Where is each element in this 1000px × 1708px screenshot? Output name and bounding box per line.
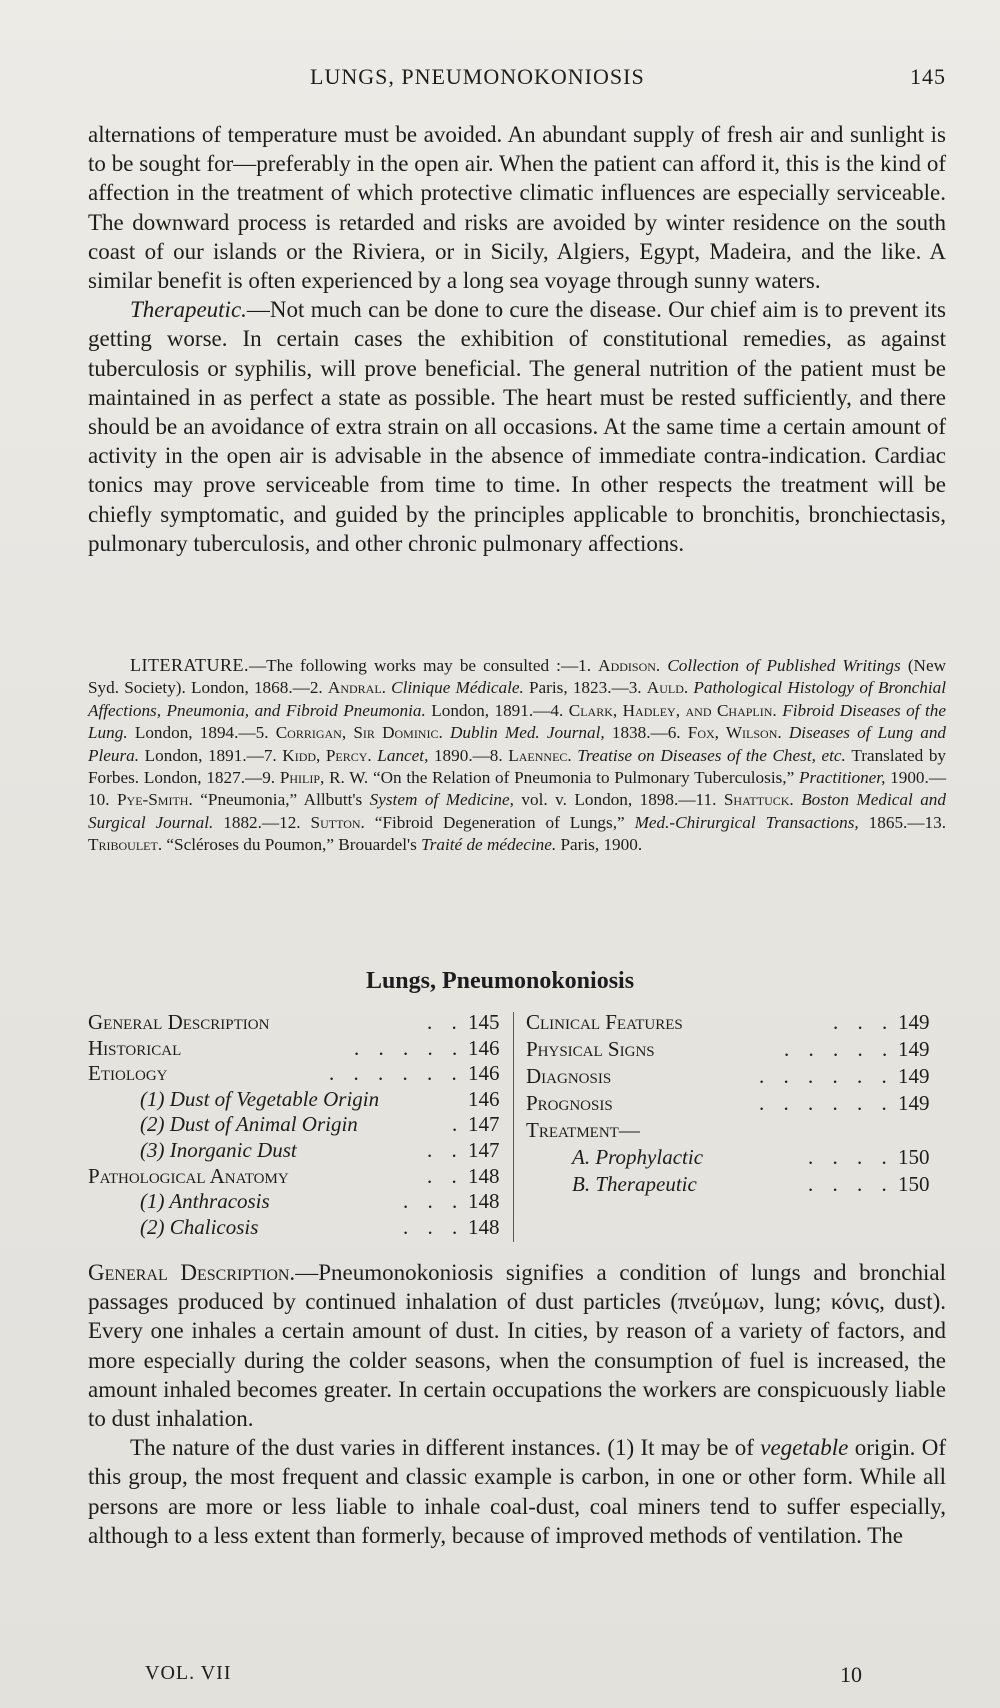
literature-entry-text: Translated by Forbes. London, 1827.—	[88, 745, 947, 788]
literature-entry-number: 4.	[550, 700, 569, 720]
toc-entry-page: 149	[898, 1010, 930, 1034]
toc-entry-leader: . .	[427, 1137, 464, 1162]
literature-entry-number: 7.	[263, 745, 283, 765]
toc-entry-page: 147	[468, 1112, 500, 1137]
literature-entry-author: Philip, R. W.	[279, 768, 373, 788]
toc-entry	[88, 1215, 508, 1241]
toc-entry-leader: . . . . . .	[759, 1064, 894, 1088]
therapeutic-text: —Not much can be done to cure the disease. Our chief aim is to prevent its getting worse. In certain cases the exhibition of constitutional remedies, as against tuberculosis or syphilis, will prove beneficial. The general nutrition of the patient must be maintained in as perfect a state as possible. The heart must be rested sufficiently, and there should be an avoidance of extra strain on all occasions. At the same time a certain amount of activity in the open air is advisable in the absence of immediate contra-indication. Cardiac tonics may prove serviceable from time to time. In other respects the treatment will be chiefly symptomatic, and guided by the principles applicable to bronchitis, bronchiectasis, pulmonary tuberculosis, and other chronic pulmonary affections.	[88, 297, 946, 556]
page-number: 145	[910, 64, 946, 89]
literature-entries	[88, 656, 946, 854]
toc-entry-leader: . . . .	[808, 1145, 894, 1169]
literature-entry-author: Pye-Smith.	[116, 790, 201, 810]
literature-entry-author: Auld.	[646, 678, 694, 698]
section-title: Lungs, Pneumonokoniosis	[365, 968, 635, 994]
literature-entry	[264, 746, 490, 765]
toc-entry-label: Prognosis	[526, 1091, 613, 1115]
literature-entry	[370, 790, 696, 809]
paragraph-general-description	[88, 1258, 946, 1433]
toc-entry	[88, 1112, 508, 1138]
toc-entry	[526, 1145, 946, 1172]
literature-entry-author: Addison.	[598, 656, 668, 675]
toc-entry-page: 149	[898, 1037, 930, 1061]
literature-entry-title: Clinique Médicale.	[391, 678, 529, 698]
paragraph-therapeutic	[88, 295, 946, 558]
dust-nature-text-2: origin. Of this group, the most frequent and classic example is carbon, in one or other form. While all persons are more or less liable to inhale coal-dust, coal miners tend to suffer especially, although to a less extent than formerly, because of improved methods of ventilation. The	[88, 1435, 946, 1548]
signature-mark: 10	[840, 1662, 862, 1687]
literature-block	[88, 654, 946, 857]
toc-divider	[513, 1012, 514, 1242]
bottom-text-block	[88, 1258, 946, 1550]
literature-entry-number: 2.	[309, 678, 328, 698]
literature-entry-text: “Pneumonia,” Allbutt's	[200, 790, 370, 810]
literature-entry-text: 1865.—	[868, 812, 925, 832]
toc-entry-page: 150	[898, 1172, 930, 1196]
literature-entry-number: 3.	[628, 678, 647, 698]
paragraph-dust-nature	[88, 1433, 946, 1550]
toc-entry-label: A. Prophylactic	[572, 1145, 704, 1169]
toc-entry-page: 150	[898, 1145, 930, 1169]
toc-entry-page: 146	[468, 1035, 500, 1060]
toc-entry-label: General Description	[88, 1010, 270, 1034]
dust-nature-emphasis: vegetable	[760, 1435, 849, 1461]
toc-entry-leader: . . .	[403, 1189, 465, 1214]
literature-entry-author: Triboulet.	[88, 835, 167, 855]
paragraph-climate: alternations of temperature must be avoided. An abundant supply of fresh air and sunlight is to be sought for—preferably in the open air. When the patient can afford it, this is the kind of affection in the treatment of which protective climatic influences are especially serviceable. The downward process is retarded and risks are avoided by winter residence on the south coast of our islands or the Riviera, or in Sicily, Algiers, Egypt, Madeira, and the like. A similar benefit is often experienced by a long sea voyage through sunny waters.	[88, 122, 946, 294]
literature-entry-text: London, 1891.—	[431, 700, 551, 720]
toc-entry	[88, 1189, 508, 1215]
toc-entry	[526, 1037, 946, 1064]
literature-entry-title: Lancet,	[377, 745, 434, 765]
toc-entry	[88, 1036, 508, 1062]
literature-entry-title: Boston Medical and Surgical Journal.	[88, 790, 946, 832]
toc-entry-label: Treatment—	[526, 1118, 640, 1142]
toc-entry-label: B. Therapeutic	[572, 1172, 697, 1196]
toc-right-column	[526, 1010, 946, 1199]
literature-entry-author: Sutton.	[310, 812, 375, 832]
volume-label: VOL. VII	[145, 1662, 232, 1684]
literature-intro: —The following works may be consulted :—	[248, 656, 579, 675]
toc-entry-label: Clinical Features	[526, 1010, 683, 1034]
toc-entry	[526, 1010, 946, 1037]
toc-entry	[88, 1138, 508, 1164]
toc-entry-leader: . . . .	[808, 1172, 894, 1196]
table-of-contents	[88, 1010, 946, 1246]
toc-entry-leader: . .	[427, 1163, 464, 1188]
toc-entry-label: (2) Dust of Animal Origin	[140, 1112, 358, 1137]
literature-entry-title: Practitioner,	[798, 768, 891, 788]
toc-entry-leader: . .	[427, 1010, 464, 1034]
toc-entry-label: (1) Anthracosis	[140, 1189, 270, 1214]
literature-entry-text: “Fibroid Degeneration of Lungs,”	[374, 812, 635, 832]
running-head-title: LUNGS, PNEUMONOKONIOSIS	[310, 64, 645, 89]
toc-entry-page: 147	[468, 1137, 500, 1162]
literature-entry	[635, 813, 925, 832]
literature-entry-text: 1882.—	[223, 812, 280, 832]
toc-entry	[526, 1172, 946, 1199]
literature-entry-text: “Scléroses du Poumon,” Brouardel's	[166, 835, 422, 855]
dust-nature-text-1: The nature of the dust varies in different instances. (1) It may be of	[130, 1435, 761, 1461]
toc-entry-page: 146	[468, 1061, 500, 1086]
literature-entry-text: Paris, 1823.—	[528, 678, 629, 698]
literature-entry-author: Shattuck.	[723, 790, 802, 810]
toc-entry-label: (2) Chalicosis	[140, 1214, 259, 1239]
literature-entry-title: Collection of Published Writings	[667, 656, 908, 675]
toc-entry-leader: . . .	[403, 1214, 465, 1239]
literature-entry-number: 11.	[695, 790, 724, 810]
toc-entry	[526, 1091, 946, 1118]
literature-entry-title: Fibroid Diseases of the Lung.	[88, 700, 946, 743]
toc-entry-leader: . . . . . .	[329, 1061, 464, 1086]
toc-entry-label: (1) Dust of Vegetable Origin	[140, 1086, 380, 1111]
literature-entry-title: Treatise on Diseases of the Chest, etc.	[577, 745, 852, 765]
toc-entry-leader: . . . . .	[784, 1037, 895, 1061]
toc-entry	[526, 1064, 946, 1091]
literature-entry-title: Dublin Med. Journal,	[449, 723, 612, 743]
literature-entry	[310, 678, 629, 697]
literature-entry-text: London, 1894.—	[134, 723, 256, 743]
top-text-block	[88, 120, 946, 558]
toc-entry	[88, 1010, 508, 1036]
literature-entry-text: 1838.—	[611, 723, 668, 743]
literature-entry	[421, 835, 642, 854]
literature-entry-author: Corrigan, Sir Dominic.	[275, 723, 450, 743]
literature-entry-title: Pathological Histology of Bronchial Affections, Pneumonia, and Fibroid Pneumonia.	[88, 678, 947, 720]
toc-left-column	[88, 1010, 508, 1240]
literature-entry-number: 10.	[88, 790, 117, 810]
toc-entry-label: Pathological Anatomy	[88, 1163, 289, 1188]
toc-entry-leader: . . . . . .	[759, 1091, 894, 1115]
toc-entry-label: Diagnosis	[526, 1064, 612, 1088]
toc-entry-label: Physical Signs	[526, 1037, 655, 1061]
therapeutic-heading: Therapeutic.	[130, 297, 247, 323]
toc-entry	[88, 1061, 508, 1087]
literature-entry-text: Paris, 1900.	[560, 835, 643, 855]
toc-entry-label: Etiology	[88, 1061, 168, 1086]
toc-entry-page: 148	[468, 1163, 500, 1188]
literature-entry-author: Kidd, Percy.	[282, 745, 378, 765]
literature-entry-number: 6.	[667, 723, 688, 743]
literature-entry-number: 12.	[279, 812, 311, 832]
toc-entry-page: 149	[898, 1091, 930, 1115]
literature-entry-title: System of Medicine,	[369, 790, 522, 810]
toc-entry	[88, 1164, 508, 1190]
toc-entry-label: Historical	[88, 1035, 182, 1060]
toc-entry	[88, 1087, 508, 1113]
general-description-text: —Pneumonokoniosis signifies a condition of lungs and bronchial passages produced by continued inhalation of dust particles (πνεύμων, lung; κόνις, dust). Every one inhales a certain amount of dust. In cities, by reason of a variety of factors, and more especially during the colder seasons, when the consumption of fuel is increased, the amount inhaled becomes greater. In certain occupations the workers are conspicuously liable to dust inhalation.	[88, 1260, 946, 1432]
literature-entry-author: Fox, Wilson.	[687, 723, 789, 743]
toc-entry-page: 148	[468, 1214, 500, 1239]
literature-entry-number: 13.	[924, 812, 946, 832]
toc-entry-page: 145	[468, 1010, 500, 1034]
toc-entry-leader: . . . . .	[354, 1035, 465, 1060]
literature-entry-number: 5.	[255, 723, 276, 743]
literature-entry-title: Traité de médecine.	[421, 835, 561, 855]
literature-entry	[799, 768, 946, 787]
literature-entry	[256, 723, 668, 742]
toc-entry-leader: .	[452, 1112, 465, 1137]
literature-entry-author: Andral.	[327, 678, 392, 698]
literature-entry-text: 1890.—	[433, 745, 490, 765]
general-description-heading: General Description.	[88, 1260, 296, 1285]
toc-entry-leader: . . .	[833, 1010, 895, 1034]
literature-entry-title: Med.-Chirurgical Transactions,	[634, 812, 869, 832]
literature-entry	[88, 790, 370, 809]
literature-heading: LITERATURE.	[130, 655, 249, 675]
toc-entry-page: 148	[468, 1189, 500, 1214]
literature-entry-text: (New Syd. Society). London, 1868.—	[88, 656, 946, 698]
literature-entry-number: 9.	[262, 768, 280, 788]
literature-entry-author: Clark, Hadley, and Chaplin.	[568, 700, 783, 720]
literature-entry-title: Diseases of Lung and Pleura.	[88, 723, 947, 765]
toc-entry-page: 146	[468, 1086, 500, 1111]
literature-entry-number: 1.	[578, 656, 599, 675]
literature-entry-number: 8.	[489, 745, 509, 765]
toc-entry	[526, 1118, 946, 1145]
literature-entry-author: Laennec.	[508, 745, 578, 765]
toc-entry-label: (3) Inorganic Dust	[140, 1137, 297, 1162]
literature-entry	[262, 768, 799, 787]
toc-entry-page: 149	[898, 1064, 930, 1088]
literature-entry-text: London, 1891.—	[144, 745, 264, 765]
literature-entry-text: vol. v. London, 1898.—	[521, 790, 696, 810]
literature-entry	[279, 813, 634, 832]
literature-entry-text: 1900.—	[890, 768, 946, 788]
literature-entry-text: “On the Relation of Pneumonia to Pulmonary Tuberculosis,”	[372, 768, 799, 788]
